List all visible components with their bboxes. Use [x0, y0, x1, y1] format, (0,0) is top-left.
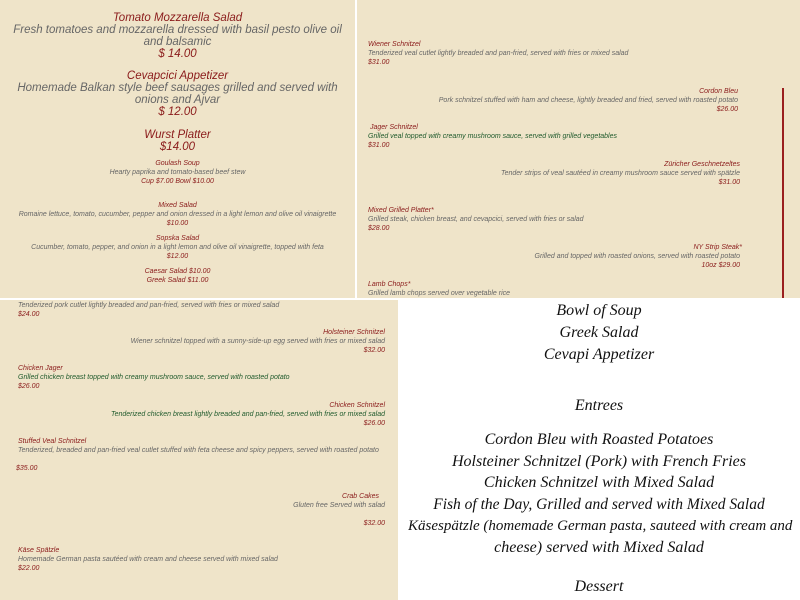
item-desc: Hearty paprika and tomato-based beef stew: [109, 169, 246, 176]
item-price: $22.00: [18, 565, 40, 572]
item-desc: Grilled lamb chops served over vegetable rice: [368, 290, 511, 297]
item-desc: Tenderized pork cutlet lightly breaded and pan-fried, served with fries or mixed salad: [18, 302, 280, 309]
item-desc: Fresh tomatoes and mozzarella dressed with basil pesto olive oil and balsamic: [13, 24, 342, 48]
item-price: $32.00: [363, 347, 385, 354]
item-desc: Tenderized veal cutlet lightly breaded and pan-fried, served with fries or mixed salad: [368, 50, 629, 57]
divider-bar: [782, 88, 784, 298]
item-name: Sopska Salad: [155, 235, 200, 242]
item-name: Holsteiner Schnitzel: [323, 329, 385, 336]
item-name: Stuffed Veal Schnitzel: [18, 438, 87, 445]
appetizers-panel: [0, 0, 355, 298]
item-price: $10.00: [166, 220, 189, 227]
item-name: Wurst Platter: [144, 129, 211, 141]
item-name: Goulash Soup: [155, 160, 200, 167]
item-name: Tomato Mozzarella Salad: [112, 12, 243, 24]
item-name: NY Strip Steak*: [693, 244, 742, 251]
item-desc: Romaine lettuce, tomato, cucumber, pepper and onion dressed in a light lemon and olive oil vinaigrette: [18, 211, 337, 218]
item-desc: Grilled steak, chicken breast, and cevapcici, served with fries or salad: [368, 216, 584, 223]
item-price: Cup $7.00 Bowl $10.00: [141, 178, 214, 185]
item-name: Greek Salad $11.00: [146, 277, 209, 284]
item-name: Mixed Salad: [158, 202, 197, 209]
item-price: $26.00: [716, 106, 738, 113]
entrees-panel: [357, 0, 800, 298]
item-price: $31.00: [368, 59, 390, 66]
item-desc: Homemade Balkan style beef sausages grilled and served with onions and Ajvar: [17, 82, 338, 106]
item-price: $32.00: [363, 520, 385, 527]
menu-line: Holsteiner Schnitzel (Pork) with French Fries: [451, 453, 746, 470]
item-desc: Cucumber, tomato, pepper, and onion in a light lemon and olive oil vinaigrette, topped with feta: [31, 244, 324, 251]
item-price: $26.00: [363, 420, 385, 427]
menu-line: cheese) served with Mixed Salad: [494, 539, 704, 556]
item-name: Wiener Schnitzel: [368, 41, 421, 48]
item-desc: Tenderized chicken breast lightly breaded and pan-fried, served with fries or mixed salad: [110, 411, 385, 418]
item-price: $ 14.00: [158, 48, 197, 60]
item-desc: Grilled and topped with roasted onions, served with roasted potato: [534, 253, 740, 260]
item-name: Jager Schnitzel: [370, 124, 418, 131]
item-name: Züricher Geschnetzeltes: [664, 161, 740, 168]
item-price: $31.00: [368, 142, 390, 149]
menu-line: Bowl of Soup: [556, 302, 642, 319]
item-name: Caesar Salad $10.00: [144, 268, 211, 275]
item-desc: Tenderized, breaded and pan-fried veal cutlet stuffed with feta cheese and spicy peppers, served with roasted potato: [18, 447, 379, 454]
item-price: $28.00: [368, 225, 390, 232]
item-name: Käse Spätzle: [18, 547, 60, 554]
item-desc: Wiener schnitzel topped with a sunny-side-up egg served with fries or mixed salad: [130, 338, 385, 345]
item-desc: Tender strips of veal sautéed in creamy mushroom sauce served with spätzle: [500, 170, 740, 177]
menu-line: Käsespätzle (homemade German pasta, sauteed with cream and: [408, 518, 793, 534]
menu-line: Cordon Bleu with Roasted Potatoes: [484, 431, 714, 448]
item-name: Cevapcici Appetizer: [126, 70, 229, 82]
item-price: $31.00: [718, 179, 740, 186]
item-desc: Grilled veal topped with creamy mushroom sauce, served with grilled vegetables: [368, 133, 618, 140]
item-name: Crab Cakes: [342, 493, 379, 500]
item-name: Cordon Bleu: [699, 88, 738, 95]
item-desc: Grilled chicken breast topped with creamy mushroom sauce, served with roasted potato: [18, 374, 290, 381]
item-price: $26.00: [18, 383, 40, 390]
item-price: $24.00: [18, 311, 40, 318]
item-name: Chicken Jager: [18, 365, 63, 372]
section-heading: Entrees: [574, 397, 624, 414]
item-price: $ 12.00: [158, 106, 197, 118]
menu-line: Chicken Schnitzel with Mixed Salad: [483, 474, 715, 491]
item-price: $35.00: [16, 465, 38, 472]
entrees-panel-2: [0, 300, 398, 600]
item-desc: Pork schnitzel stuffed with ham and cheese, lightly breaded and fried, served with roasted potato: [438, 97, 738, 104]
item-price: $14.00: [159, 141, 196, 153]
item-price: 10oz $29.00: [701, 262, 740, 269]
item-name: Mixed Grilled Platter*: [368, 207, 434, 214]
section-heading: Dessert: [574, 578, 624, 595]
menu-line: Greek Salad: [559, 324, 639, 341]
menu-line: Fish of the Day, Grilled and served with Mixed Salad: [433, 496, 765, 513]
item-desc: Homemade German pasta sautéed with cream and cheese served with mixed salad: [18, 556, 278, 563]
item-price: $12.00: [166, 253, 189, 260]
item-name: Chicken Schnitzel: [329, 402, 385, 409]
item-desc: Gluten free Served with salad: [293, 502, 385, 509]
item-name: Lamb Chops*: [368, 281, 411, 288]
menu-line: Cevapi Appetizer: [543, 346, 655, 363]
